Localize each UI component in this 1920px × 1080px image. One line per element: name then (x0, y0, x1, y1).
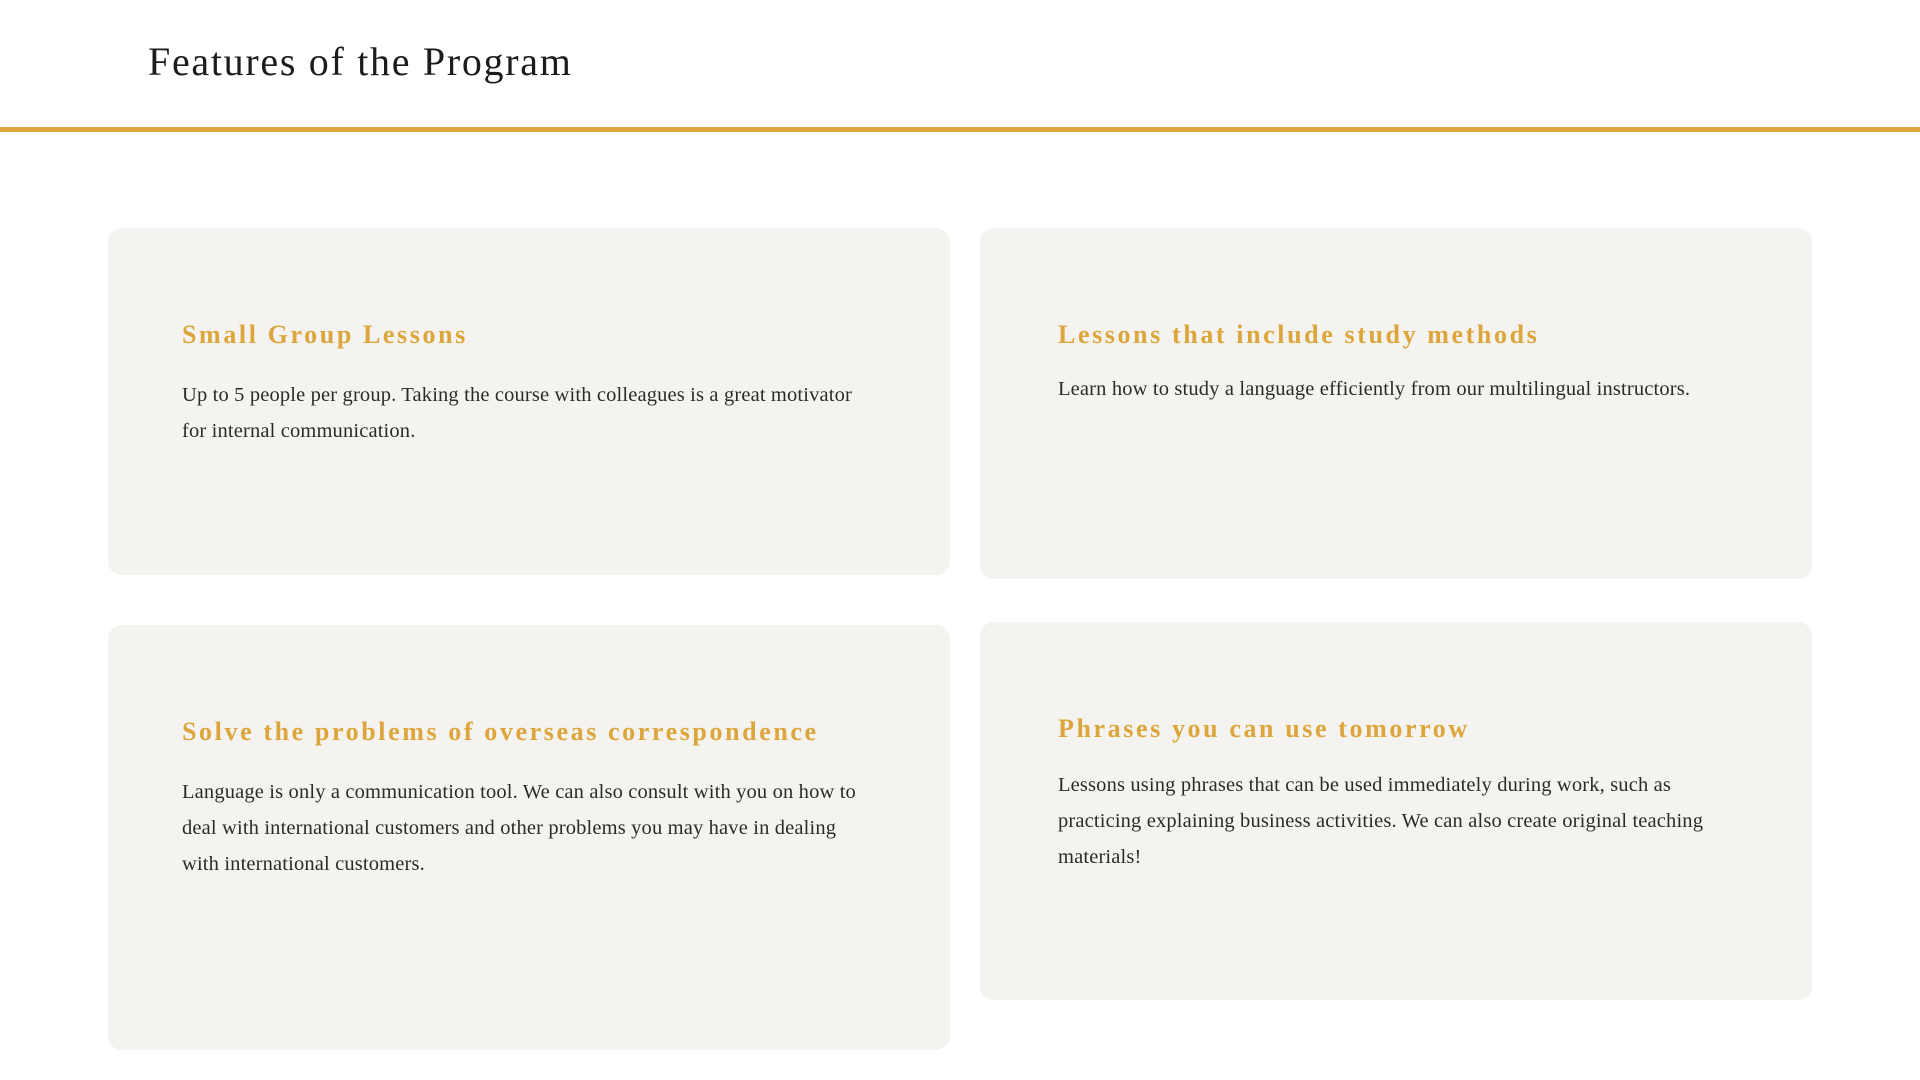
feature-card-title: Small Group Lessons (182, 320, 468, 349)
feature-card-body: Lessons using phrases that can be used immediately during work, such as practicing explaining business activities. We can also create original teaching materials! (1058, 774, 1704, 868)
feature-card-body: Language is only a communication tool. We can also consult with you on how to deal with international customers and other problems you may have in dealing with international customers. (182, 781, 856, 875)
feature-card-overseas-correspondence (108, 625, 950, 1050)
card-content (182, 707, 876, 882)
feature-card-body: Learn how to study a language efficiently from our multilingual instructors. (1058, 378, 1691, 400)
card-content (1058, 310, 1752, 407)
features-grid (0, 132, 1920, 1080)
feature-card-title: Solve the problems of overseas correspondence (182, 717, 819, 746)
page-title: Features of the Program (148, 39, 573, 84)
card-content (182, 310, 876, 449)
feature-card-small-group-lessons (108, 228, 950, 575)
feature-card-phrases-tomorrow (980, 622, 1812, 1000)
page-header (0, 0, 1920, 132)
feature-card-body: Up to 5 people per group. Taking the course with colleagues is a great motivator for internal communication. (182, 384, 852, 442)
feature-card-study-methods (980, 228, 1812, 579)
card-content (1058, 704, 1752, 875)
feature-card-title: Phrases you can use tomorrow (1058, 714, 1470, 743)
feature-card-title: Lessons that include study methods (1058, 320, 1540, 349)
